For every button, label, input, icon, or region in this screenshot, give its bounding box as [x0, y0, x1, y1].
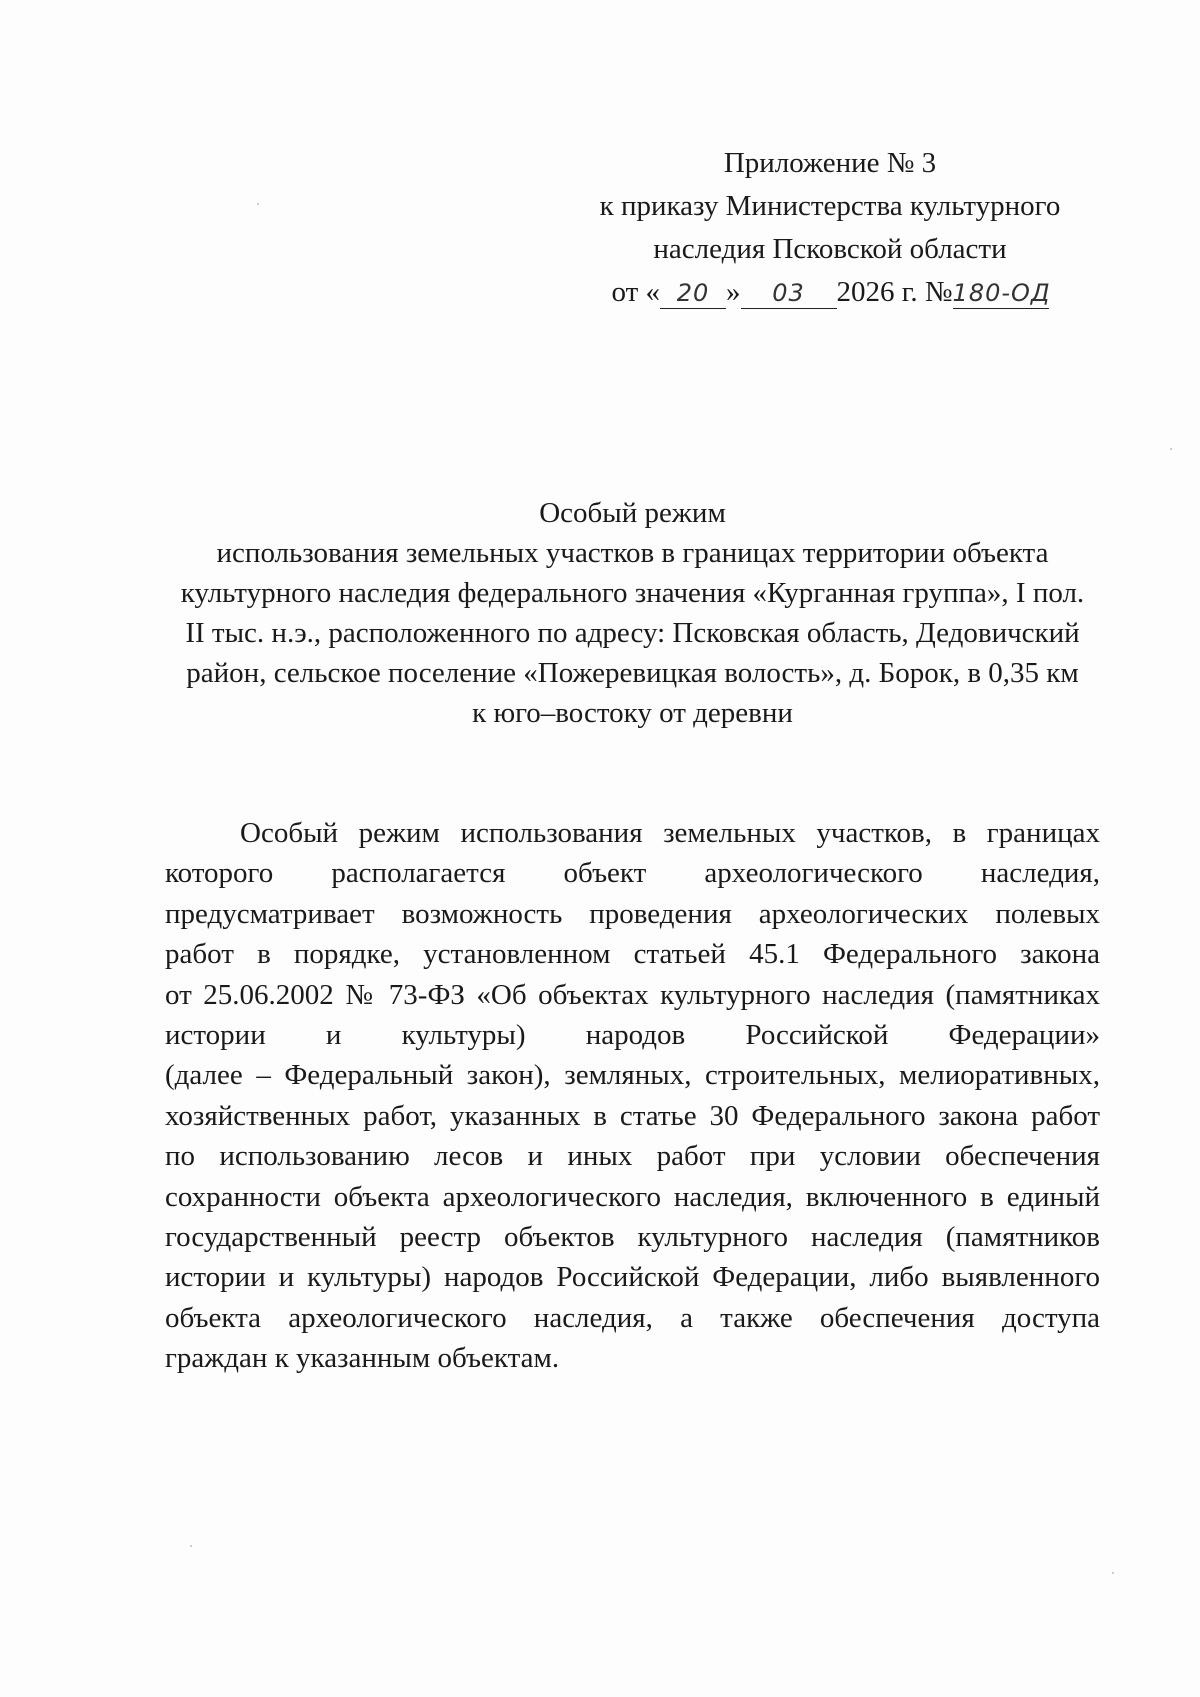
appendix-header [560, 142, 1100, 314]
appendix-ministry: наследия Псковской области [653, 233, 1007, 265]
order-number-field [953, 277, 1049, 309]
body-line: хозяйственных работ, указанных в статье 30 Федерального закона работ [165, 1099, 1100, 1132]
body-line: (далее – Федеральный закон), земляных, строительных, мелиоративных, [165, 1059, 1100, 1092]
body-line: государственный реестр объектов культурного наследия (памятников [165, 1221, 1100, 1254]
title-line: культурного наследия федерального значения «Курганная группа», I пол. [180, 577, 1085, 609]
body-line: сохранности объекта археологического наследия, включенного в единый [165, 1180, 1100, 1213]
handwritten-month: 03 [772, 279, 805, 307]
body-line: Особый режим использования земельных участков, в границах [240, 817, 1100, 849]
scan-speck [1112, 1572, 1114, 1574]
scan-speck [190, 1545, 192, 1547]
scan-speck [257, 203, 259, 205]
title-line: Особый режим [539, 497, 726, 529]
date-day-close: » [726, 276, 741, 308]
scan-speck [1170, 448, 1172, 450]
date-day-field [660, 277, 726, 309]
body-line: объекта археологического наследия, а также обеспечения доступа [165, 1301, 1100, 1334]
date-year: 2026 г. № [836, 276, 953, 308]
body-line: по использованию лесов и иных работ при условии обеспечения [165, 1140, 1100, 1173]
body-line: граждан к указанным объектам. [165, 1342, 560, 1375]
body-paragraph [165, 813, 1100, 1379]
title-line: к юго–востоку от деревни [472, 697, 793, 729]
handwritten-day: 20 [676, 279, 710, 307]
date-month-field [741, 277, 837, 309]
title-line: II тыс. н.э., расположенного по адресу: Псковская область, Дедовичский [185, 617, 1080, 649]
body-line: истории и культуры) народов Российской Федерации» [165, 1019, 1100, 1052]
appendix-order-ref: к приказу Министерства культурного [599, 190, 1061, 222]
date-prefix: от « [611, 276, 660, 308]
body-line: которого располагается объект археологического наследия, [165, 857, 1100, 890]
body-line: истории и культуры) народов Российской Федерации, либо выявленного [165, 1261, 1100, 1294]
title-line: использования земельных участков в границах территории объекта [216, 537, 1049, 569]
appendix-number: Приложение № 3 [723, 147, 937, 179]
body-line: от 25.06.2002 № 73-ФЗ «Об объектах культурного наследия (памятниках [165, 978, 1100, 1011]
body-line: работ в порядке, установленном статьей 45.1 Федерального закона [165, 938, 1100, 971]
document-title [165, 493, 1100, 733]
handwritten-order-number: 180-ОД [952, 279, 1051, 307]
appendix-date-line [560, 271, 1100, 314]
title-line: район, сельское поселение «Пожеревицкая волость», д. Борок, в 0,35 км [186, 657, 1079, 689]
body-line: предусматривает возможность проведения археологических полевых [165, 897, 1100, 930]
